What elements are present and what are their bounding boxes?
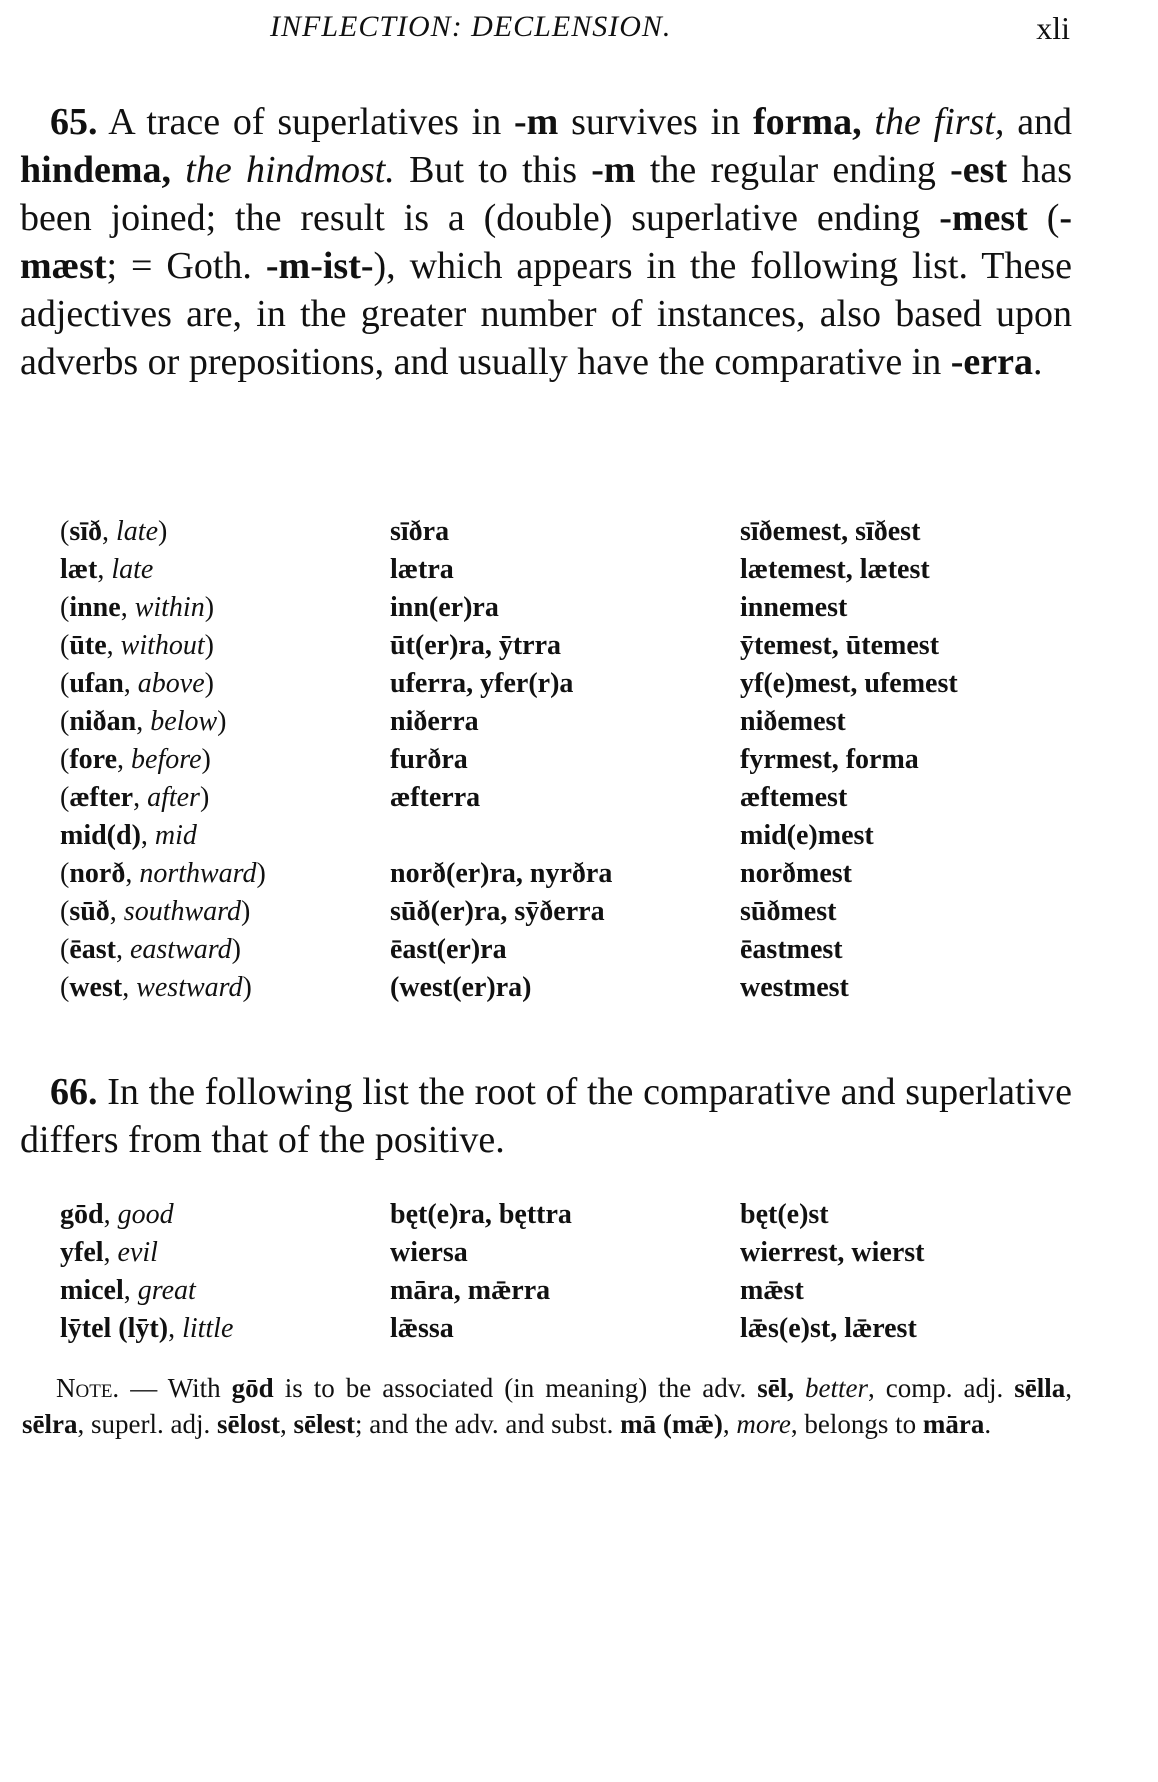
section-65-paragraph bbox=[20, 98, 1072, 386]
close-paren: ) bbox=[217, 706, 227, 737]
text: ), which appears in the following list. These adjectives are, in the greater number of instances, also based upon adverbs or prepositions, and usually have the comparative in bbox=[20, 245, 1072, 383]
positive-word: inne bbox=[69, 592, 121, 623]
table-row bbox=[60, 779, 1080, 817]
text: . bbox=[1033, 341, 1043, 383]
term: -est bbox=[950, 149, 1008, 191]
term: -mæst bbox=[20, 197, 1073, 287]
table-row bbox=[60, 665, 1080, 703]
open-paren: ( bbox=[60, 516, 70, 547]
text: . bbox=[984, 1409, 992, 1439]
close-paren: ) bbox=[199, 782, 210, 813]
superlative-cell: sīðemest, sīðest bbox=[740, 516, 921, 547]
note-label: Note. bbox=[56, 1373, 120, 1403]
positive-gloss: late bbox=[111, 554, 154, 585]
positive-gloss: westward bbox=[136, 972, 243, 1003]
close-paren: ) bbox=[204, 668, 214, 699]
comparative-cell: bęt(e)ra, bęttra bbox=[390, 1199, 572, 1230]
text: , comp. adj. bbox=[867, 1373, 1015, 1403]
positive-gloss: before bbox=[131, 744, 202, 775]
separator: , bbox=[123, 1275, 138, 1306]
positive-gloss: great bbox=[137, 1275, 196, 1306]
separator: , bbox=[106, 630, 121, 661]
term: hindema, bbox=[20, 149, 171, 191]
positive-cell bbox=[60, 627, 390, 665]
table-row bbox=[60, 513, 1080, 551]
positive-cell bbox=[60, 1310, 390, 1348]
superlative-cell: norðmest bbox=[740, 858, 852, 889]
positive-gloss: northward bbox=[139, 858, 257, 889]
comparative-cell: lætra bbox=[390, 554, 454, 585]
positive-gloss: after bbox=[147, 782, 200, 813]
table-row bbox=[60, 893, 1080, 931]
superlative-cell: sūðmest bbox=[740, 896, 837, 927]
positive-cell bbox=[60, 589, 390, 627]
text: the regular ending bbox=[649, 149, 936, 191]
term: -erra bbox=[950, 341, 1034, 383]
open-paren: ( bbox=[60, 744, 70, 775]
comparative-cell: māra, mǣrra bbox=[390, 1275, 551, 1306]
comparative-cell: niðerra bbox=[390, 706, 479, 737]
superlative-cell: lætemest, lætest bbox=[740, 554, 930, 585]
table-row bbox=[60, 855, 1080, 893]
term: sēl, bbox=[757, 1373, 794, 1403]
positive-cell bbox=[60, 855, 390, 893]
positive-gloss: within bbox=[134, 592, 205, 623]
running-head: INFLECTION: DECLENSION. bbox=[270, 10, 672, 43]
positive-word: ufan bbox=[69, 668, 124, 699]
close-paren: ) bbox=[204, 630, 214, 661]
term: sēlra bbox=[22, 1409, 78, 1439]
positive-gloss: southward bbox=[123, 896, 242, 927]
text: ; and the adv. and subst. bbox=[354, 1409, 621, 1439]
positive-word: niðan bbox=[69, 706, 137, 737]
text: and bbox=[1017, 101, 1073, 143]
positive-gloss: below bbox=[150, 706, 218, 737]
positive-word: fore bbox=[69, 744, 118, 775]
comparative-cell bbox=[390, 817, 740, 855]
close-paren: ) bbox=[241, 896, 251, 927]
positive-word: æfter bbox=[69, 782, 134, 813]
separator: , bbox=[103, 1199, 118, 1230]
separator: , bbox=[123, 668, 138, 699]
close-paren: ) bbox=[201, 744, 211, 775]
comparative-cell: sīðra bbox=[390, 516, 450, 547]
text: , superl. adj. bbox=[77, 1409, 217, 1439]
suppletive-list bbox=[60, 1196, 1080, 1348]
positive-word: gōd bbox=[60, 1199, 104, 1230]
text: , belongs to bbox=[790, 1409, 923, 1439]
table-row bbox=[60, 1196, 1080, 1234]
term: forma, bbox=[752, 101, 862, 143]
close-paren: ) bbox=[256, 858, 266, 889]
superlative-list bbox=[60, 513, 1080, 1007]
comparative-cell: uferra, yfer(r)a bbox=[390, 668, 574, 699]
separator: , bbox=[117, 744, 132, 775]
table-row bbox=[60, 551, 1080, 589]
superlative-cell: fyrmest, forma bbox=[740, 744, 919, 775]
text: has been joined; the result is a (double) superlative ending bbox=[20, 149, 1073, 239]
superlative-cell: wierrest, wierst bbox=[740, 1237, 925, 1268]
term: sēlla bbox=[1014, 1373, 1066, 1403]
separator: , bbox=[136, 706, 151, 737]
comparative-cell: wiersa bbox=[390, 1237, 468, 1268]
positive-word: norð bbox=[69, 858, 126, 889]
gloss: the hindmost. bbox=[185, 149, 395, 191]
open-paren: ( bbox=[60, 592, 70, 623]
page-header bbox=[0, 10, 1158, 50]
positive-cell bbox=[60, 1272, 390, 1310]
comparative-cell: lǣssa bbox=[390, 1313, 454, 1344]
positive-cell bbox=[60, 1196, 390, 1234]
positive-cell bbox=[60, 893, 390, 931]
text: , bbox=[722, 1409, 737, 1439]
text: A trace of superlatives in bbox=[108, 101, 502, 143]
superlative-cell: ēastmest bbox=[740, 934, 843, 965]
table-row bbox=[60, 1310, 1080, 1348]
positive-word: yfel bbox=[60, 1237, 104, 1268]
separator: , bbox=[97, 554, 112, 585]
gloss: more bbox=[736, 1409, 791, 1439]
superlative-cell: mǣst bbox=[740, 1275, 804, 1306]
positive-cell bbox=[60, 665, 390, 703]
term: mā (mǣ) bbox=[620, 1409, 723, 1439]
table-row bbox=[60, 969, 1080, 1007]
superlative-cell: bęt(e)st bbox=[740, 1199, 829, 1230]
positive-cell bbox=[60, 703, 390, 741]
positive-gloss: mid bbox=[154, 820, 197, 851]
positive-cell bbox=[60, 741, 390, 779]
section-number: 66. bbox=[50, 1071, 98, 1113]
term: sēlest bbox=[293, 1409, 355, 1439]
positive-word: ēast bbox=[69, 934, 116, 965]
positive-word: læt bbox=[60, 554, 98, 585]
separator: , bbox=[125, 858, 140, 889]
section-number: 65. bbox=[50, 101, 98, 143]
open-paren: ( bbox=[60, 972, 70, 1003]
open-paren: ( bbox=[60, 668, 70, 699]
superlative-cell: ȳtemest, ūtemest bbox=[740, 630, 940, 661]
positive-gloss: good bbox=[117, 1199, 174, 1230]
superlative-cell: innemest bbox=[740, 592, 848, 623]
positive-word: lȳtel (lȳt) bbox=[60, 1313, 169, 1344]
close-paren: ) bbox=[158, 516, 168, 547]
positive-gloss: little bbox=[182, 1313, 234, 1344]
superlative-cell: lǣs(e)st, lǣrest bbox=[740, 1313, 917, 1344]
term: -m bbox=[514, 101, 559, 143]
positive-cell bbox=[60, 969, 390, 1007]
separator: , bbox=[102, 516, 117, 547]
positive-cell bbox=[60, 551, 390, 589]
positive-gloss: above bbox=[137, 668, 205, 699]
separator: , bbox=[115, 934, 130, 965]
close-paren: ) bbox=[204, 592, 215, 623]
text: But to this bbox=[409, 149, 577, 191]
section-66-paragraph bbox=[20, 1068, 1072, 1164]
separator: , bbox=[120, 592, 135, 623]
separator: , bbox=[109, 896, 124, 927]
term: sēlost bbox=[216, 1409, 280, 1439]
page-number: xli bbox=[1036, 10, 1070, 46]
table-row bbox=[60, 741, 1080, 779]
text: ( bbox=[1046, 197, 1060, 239]
separator: , bbox=[140, 820, 155, 851]
comparative-cell: æfterra bbox=[390, 782, 481, 813]
table-row bbox=[60, 1234, 1080, 1272]
comparative-cell: furðra bbox=[390, 744, 468, 775]
superlative-cell: æftemest bbox=[740, 782, 848, 813]
open-paren: ( bbox=[60, 630, 70, 661]
separator: , bbox=[122, 972, 137, 1003]
table-row bbox=[60, 703, 1080, 741]
gloss: the first, bbox=[874, 101, 1005, 143]
comparative-cell: ūt(er)ra, ȳtrra bbox=[390, 630, 562, 661]
superlative-cell: yf(e)mest, ufemest bbox=[740, 668, 958, 699]
comparative-cell: norð(er)ra, nyrðra bbox=[390, 858, 613, 889]
gloss: better bbox=[805, 1373, 868, 1403]
positive-cell bbox=[60, 817, 390, 855]
open-paren: ( bbox=[60, 782, 70, 813]
term: -m-ist- bbox=[265, 245, 374, 287]
table-row bbox=[60, 1272, 1080, 1310]
comparative-cell: ēast(er)ra bbox=[390, 934, 507, 965]
positive-word: ūte bbox=[69, 630, 107, 661]
term: gōd bbox=[231, 1373, 274, 1403]
text: In the following list the root of the comparative and superlative differs from that of the positive. bbox=[20, 1071, 1073, 1161]
term: -mest bbox=[939, 197, 1028, 239]
open-paren: ( bbox=[60, 934, 70, 965]
note-paragraph bbox=[22, 1370, 1072, 1442]
separator: , bbox=[103, 1237, 118, 1268]
table-row bbox=[60, 627, 1080, 665]
separator: , bbox=[168, 1313, 183, 1344]
positive-gloss: eastward bbox=[129, 934, 232, 965]
positive-gloss: evil bbox=[117, 1237, 158, 1268]
separator: , bbox=[133, 782, 148, 813]
positive-word: micel bbox=[60, 1275, 124, 1306]
close-paren: ) bbox=[242, 972, 252, 1003]
text: , bbox=[279, 1409, 294, 1439]
table-row bbox=[60, 589, 1080, 627]
open-paren: ( bbox=[60, 896, 70, 927]
superlative-cell: mid(e)mest bbox=[740, 820, 874, 851]
text: ; = Goth. bbox=[106, 245, 252, 287]
comparative-cell: (west(er)ra) bbox=[390, 972, 532, 1003]
text: — With bbox=[119, 1373, 232, 1403]
positive-gloss: without bbox=[120, 630, 205, 661]
open-paren: ( bbox=[60, 858, 70, 889]
text: , bbox=[1065, 1373, 1073, 1403]
close-paren: ) bbox=[231, 934, 241, 965]
superlative-cell: westmest bbox=[740, 972, 849, 1003]
term: māra bbox=[922, 1409, 985, 1439]
term: -m bbox=[591, 149, 636, 191]
comparative-cell: sūð(er)ra, sȳðerra bbox=[390, 896, 605, 927]
superlative-cell: niðemest bbox=[740, 706, 846, 737]
table-row bbox=[60, 931, 1080, 969]
positive-word: mid(d) bbox=[60, 820, 141, 851]
positive-cell bbox=[60, 931, 390, 969]
positive-cell bbox=[60, 1234, 390, 1272]
text: is to be associated (in meaning) the adv. bbox=[273, 1373, 758, 1403]
positive-word: sūð bbox=[69, 896, 110, 927]
comparative-cell: inn(er)ra bbox=[390, 592, 499, 623]
positive-gloss: late bbox=[116, 516, 159, 547]
positive-cell bbox=[60, 779, 390, 817]
open-paren: ( bbox=[60, 706, 70, 737]
positive-word: sīð bbox=[69, 516, 103, 547]
table-row bbox=[60, 817, 1080, 855]
positive-word: west bbox=[69, 972, 123, 1003]
positive-cell bbox=[60, 513, 390, 551]
text: survives in bbox=[571, 101, 741, 143]
